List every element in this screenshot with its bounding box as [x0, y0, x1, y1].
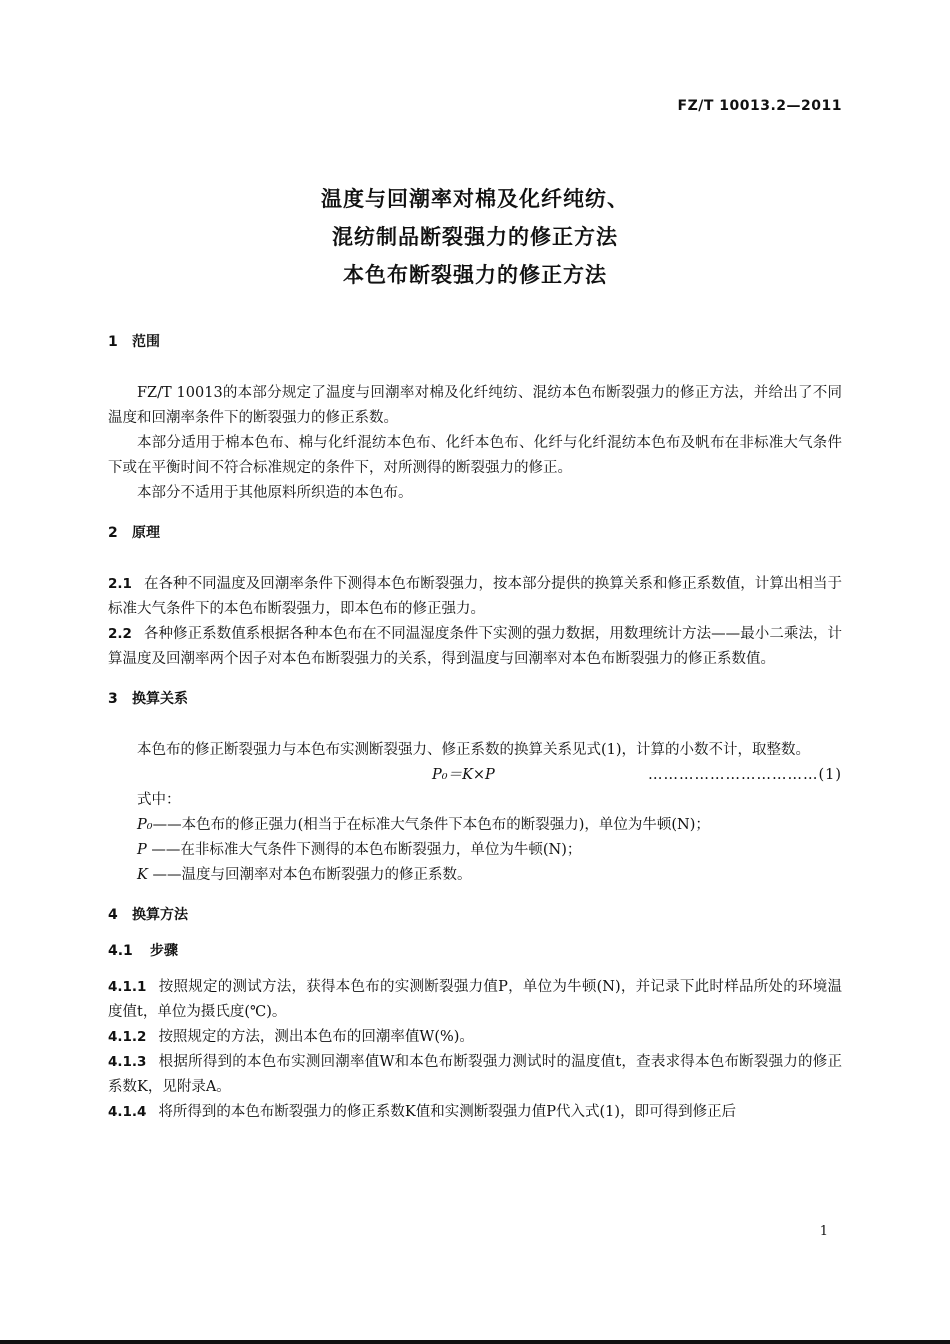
- clause-text: 在各种不同温度及回潮率条件下测得本色布断裂强力，按本部分提供的换算关系和修正系数值，计算出相当于标准大气条件下的本色布断裂强力，即本色布的修正强力。: [108, 576, 842, 617]
- section-number: 2: [108, 525, 118, 541]
- paragraph: 本部分不适用于其他原料所织造的本色布。: [137, 485, 413, 501]
- section-4-heading: [108, 903, 842, 928]
- document-title: [0, 180, 950, 294]
- paragraph: 本色布的修正断裂强力与本色布实测断裂强力、修正系数的换算关系见式(1)，计算的小数不计，取整数。: [137, 742, 811, 758]
- formula-number: ……………………………(1): [647, 767, 842, 783]
- variable-text: ——在非标准大气条件下测得的本色布断裂强力，单位为牛顿(N)；: [146, 842, 582, 858]
- standard-code: FZ/T 10013.2—2011: [677, 98, 842, 114]
- section-1-heading: [108, 330, 842, 355]
- document-body: [108, 330, 842, 1125]
- where-label: 式中：: [137, 792, 181, 808]
- variable-symbol: K: [137, 867, 148, 883]
- variable-definition: [108, 838, 842, 863]
- clause-4-1-1: [108, 975, 842, 1025]
- formula-row: [108, 763, 842, 788]
- variable-text: ——本色布的修正强力(相当于在标准大气条件下本色布的断裂强力)，单位为牛顿(N)；: [152, 817, 710, 833]
- section-2-heading: [108, 521, 842, 546]
- clause-text: 按照规定的方法，测出本色布的回潮率值W(%)。: [158, 1029, 474, 1045]
- subsection-number: 4.1: [108, 943, 133, 959]
- clause-2-1: [108, 572, 842, 622]
- variable-symbol: P: [137, 842, 147, 858]
- title-line-2: 混纺制品断裂强力的修正方法: [332, 225, 618, 249]
- variable-definition: [108, 813, 842, 838]
- section-title: 换算关系: [132, 691, 188, 707]
- section-number: 4: [108, 907, 118, 923]
- bottom-border: [0, 1340, 950, 1344]
- clause-text: 将所得到的本色布断裂强力的修正系数K值和实测断裂强力值P代入式(1)，即可得到修正后: [158, 1104, 737, 1120]
- title-line-1: 温度与回潮率对棉及化纤纯纺、: [321, 187, 629, 211]
- paragraph: FZ/T 10013的本部分规定了温度与回潮率对棉及化纤纯纺、混纺本色布断裂强力的修正方法，并给出了不同温度和回潮率条件下的断裂强力的修正系数。: [108, 385, 842, 426]
- subsection-4-1-heading: [108, 939, 842, 964]
- section-number: 3: [108, 691, 118, 707]
- section-3-heading: [108, 687, 842, 712]
- clause-number: 4.1.1: [108, 979, 147, 995]
- clause-4-1-3: [108, 1050, 842, 1100]
- clause-number: 2.1: [108, 576, 132, 592]
- clause-number: 2.2: [108, 626, 132, 642]
- clause-text: 根据所得到的本色布实测回潮率值W和本色布断裂强力测试时的温度值t，查表求得本色布断裂强力的修正系数K，见附录A。: [108, 1054, 842, 1095]
- clause-4-1-4: [108, 1100, 842, 1125]
- paragraph: 本部分适用于棉本色布、棉与化纤混纺本色布、化纤本色布、化纤与化纤混纺本色布及帆布在非标准大气条件下或在平衡时间不符合标准规定的条件下，对所测得的断裂强力的修正。: [108, 435, 842, 476]
- clause-2-2: [108, 622, 842, 672]
- formula: P₀＝K×P: [432, 767, 495, 783]
- section-number: 1: [108, 334, 118, 350]
- clause-number: 4.1.2: [108, 1029, 147, 1045]
- variable-symbol: P₀: [137, 817, 153, 833]
- clause-text: 按照规定的测试方法，获得本色布的实测断裂强力值P，单位为牛顿(N)，并记录下此时样品所处的环境温度值t，单位为摄氏度(℃)。: [108, 979, 842, 1020]
- section-title: 原理: [132, 525, 160, 541]
- variable-definition: [108, 863, 842, 888]
- title-line-3: 本色布断裂强力的修正方法: [343, 263, 607, 287]
- clause-number: 4.1.3: [108, 1054, 147, 1070]
- clause-4-1-2: [108, 1025, 842, 1050]
- subsection-title: 步骤: [150, 943, 178, 959]
- clause-text: 各种修正系数值系根据各种本色布在不同温湿度条件下实测的强力数据，用数理统计方法——最小二乘法，计算温度及回潮率两个因子对本色布断裂强力的关系，得到温度与回潮率对本色布断裂强力的修正系数值。: [108, 626, 842, 667]
- variable-text: ——温度与回潮率对本色布断裂强力的修正系数。: [147, 867, 472, 883]
- section-title: 换算方法: [132, 907, 188, 923]
- section-title: 范围: [132, 334, 160, 350]
- clause-number: 4.1.4: [108, 1104, 147, 1120]
- page-number: 1: [819, 1224, 828, 1239]
